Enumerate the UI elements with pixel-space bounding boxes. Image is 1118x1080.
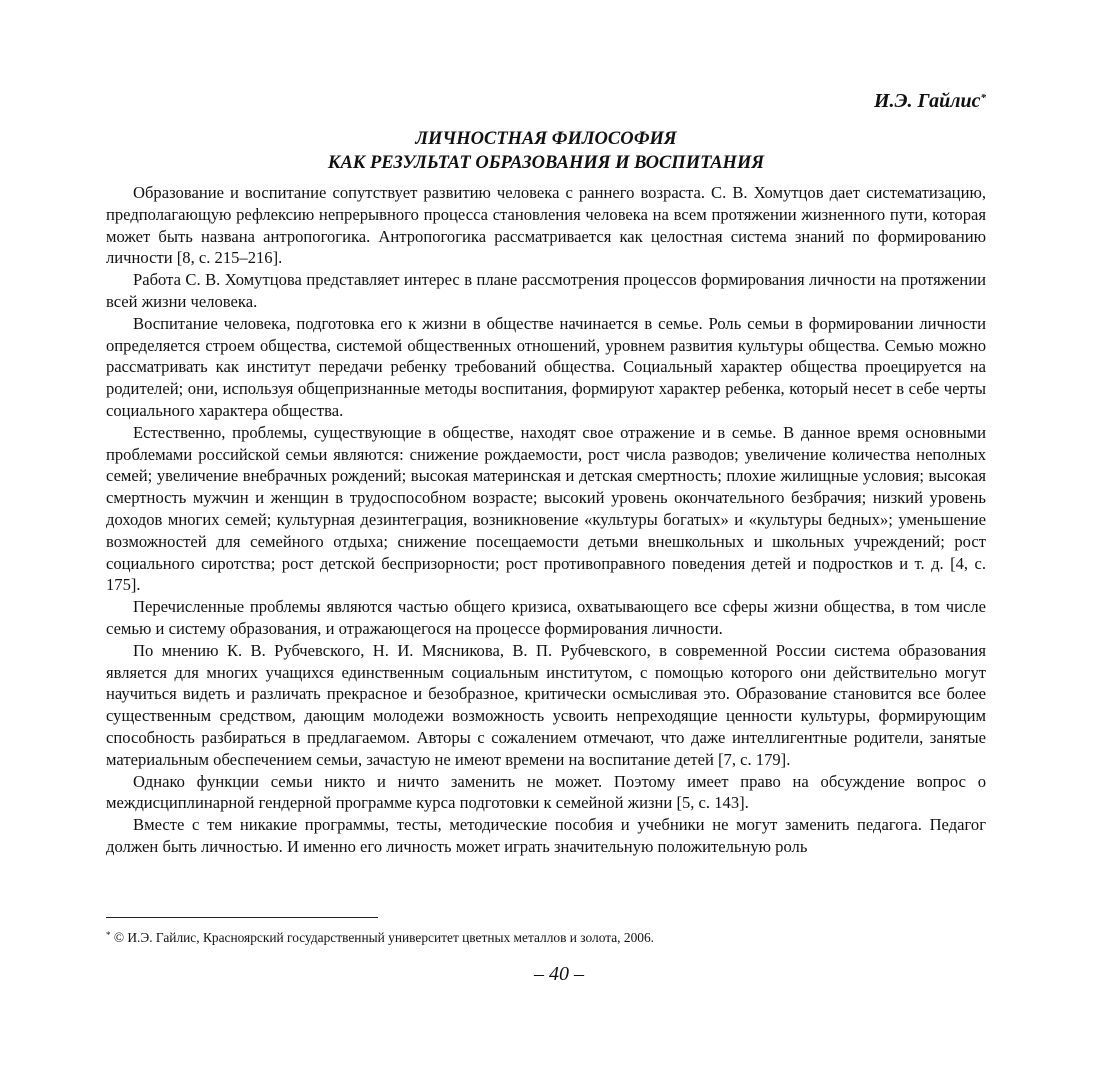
paragraph-1: Образование и воспитание сопутствует развитию человека с раннего возраста. С. В. Хомутцов дает систематизацию, предполагающую рефлексию непрерывного процесса становления человека на всем протяжении жизненного пути, которая может быть названа антропогогика. Антропогогика рассматривается как целостная система знаний по формированию личности [8, с. 215–216]. [106,183,986,268]
footnote-mark: * [106,930,111,940]
author-name [874,90,986,113]
paragraph-7: Однако функции семьи никто и ничто заменить не может. Поэтому имеет право на обсуждение вопрос о междисциплинарной гендерной программе курса подготовки к семейной жизни [5, с. 143]. [106,771,986,813]
footnote-divider [106,917,378,918]
article-body [106,182,986,858]
author-footnote-mark: * [980,92,986,104]
paragraph-3: Воспитание человека, подготовка его к жизни в обществе начинается в семье. Роль семьи в формировании личности определяется строем общества, системой общественных отношений, уровнем развития культуры общества. Семью можно рассматривать как институт передачи ребенку требований общества. Социальный характер общества проецируется на родителей; они, используя общепризнанные методы воспитания, формируют характер ребенка, который несет в себе черты социального характера общества. [106,313,986,420]
paragraph-2: Работа С. В. Хомутцова представляет интерес в плане рассмотрения процессов формирования личности на протяжении всей жизни человека. [106,270,986,311]
footnote-text: © И.Э. Гайлис, Красноярский государственный университет цветных металлов и золота, 2006. [113,930,655,945]
paragraph-5: Перечисленные проблемы являются частью общего кризиса, охватывающего все сферы жизни общества, в том числе семью и систему образования, и отражающегося на процессе формирования личности. [106,597,986,638]
paragraph-6: По мнению К. В. Рубчевского, Н. И. Мясникова, В. П. Рубчевского, в современной России система образования является для многих учащихся единственным социальным институтом, с помощью которого они действительно могут научиться видеть и различать прекрасное и безобразное, критически осмысливая это. Образование становится все более существенным средством, дающим молодежи возможность усвоить непреходящие ценности культуры, формирующим способность разбираться в предлагаемом. Авторы с сожалением отмечают, что даже интеллигентные родители, занятые материальным обеспечением семьи, зачастую не имеют времени на воспитание детей [7, с. 179]. [106,640,986,769]
article-title [106,127,986,175]
author-name-text: И.Э. Гайлис [873,90,981,112]
article-title-line-2: КАК РЕЗУЛЬТАТ ОБРАЗОВАНИЯ И ВОСПИТАНИЯ [327,153,765,173]
footnote [106,929,986,948]
paragraph-4: Естественно, проблемы, существующие в обществе, находят свое отражение и в семье. В данное время основными проблемами российской семьи являются: снижение рождаемости, рост числа разводов; увеличение количества неполных семей; увеличение внебрачных рождений; высокая материнская и детская смертность; плохие жилищные условия; высокая смертность мужчин и женщин в трудоспособном возрасте; высокий уровень окончательного безбрачия; низкий уровень доходов многих семей; культурная дезинтеграция, возникновение «культуры богатых» и «культуры бедных»; уменьшение возможностей для семейного отдыха; снижение посещаемости детьми внешкольных и школьных учреждений; рост социального сиротства; рост детской беспризорности; рост противоправного поведения детей и подростков и т. д. [4, с. 175]. [106,422,986,595]
paragraph-8: Вместе с тем никакие программы, тесты, методические пособия и учебники не могут заменить педагога. Педагог должен быть личностью. И именно его личность может играть значительную положительную роль [106,815,986,856]
page-number: – 40 – [534,963,584,985]
article-title-line-1: ЛИЧНОСТНАЯ ФИЛОСОФИЯ [415,129,677,149]
